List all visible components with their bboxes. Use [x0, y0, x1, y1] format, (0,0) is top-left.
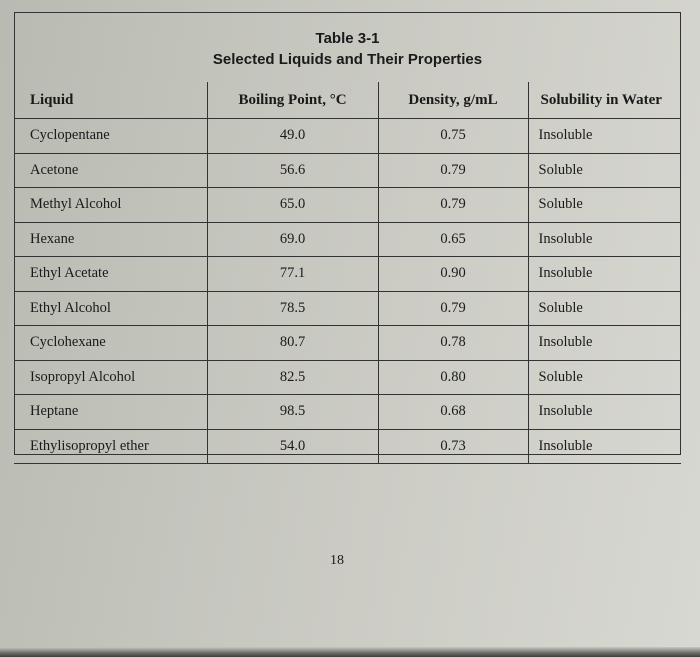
cell-density: 0.79: [378, 188, 528, 223]
cell-boiling-point: 56.6: [207, 153, 378, 188]
table-row: [14, 395, 681, 430]
cell-boiling-point: 65.0: [207, 188, 378, 223]
cell-liquid: Ethyl Alcohol: [14, 291, 207, 326]
cell-solubility: Insoluble: [528, 119, 681, 154]
cell-boiling-point: 82.5: [207, 360, 378, 395]
cell-solubility: Insoluble: [528, 395, 681, 430]
cell-boiling-point: 77.1: [207, 257, 378, 292]
header-density: Density, g/mL: [378, 82, 528, 119]
cell-liquid: Isopropyl Alcohol: [14, 360, 207, 395]
cell-density: 0.80: [378, 360, 528, 395]
cell-boiling-point: 78.5: [207, 291, 378, 326]
cell-density: 0.73: [378, 429, 528, 464]
cell-density: 0.90: [378, 257, 528, 292]
cell-density: 0.79: [378, 291, 528, 326]
cell-solubility: Soluble: [528, 153, 681, 188]
cell-density: 0.79: [378, 153, 528, 188]
table-row: [14, 188, 681, 223]
cell-solubility: Insoluble: [528, 429, 681, 464]
cell-liquid: Heptane: [14, 395, 207, 430]
cell-boiling-point: 98.5: [207, 395, 378, 430]
cell-boiling-point: 69.0: [207, 222, 378, 257]
cell-boiling-point: 80.7: [207, 326, 378, 361]
cell-density: 0.65: [378, 222, 528, 257]
cell-solubility: Soluble: [528, 360, 681, 395]
header-solubility: Solubility in Water: [528, 82, 681, 119]
cell-liquid: Ethyl Acetate: [14, 257, 207, 292]
cell-density: 0.78: [378, 326, 528, 361]
cell-solubility: Insoluble: [528, 326, 681, 361]
properties-table: [14, 82, 681, 464]
table-row: [14, 291, 681, 326]
cell-density: 0.68: [378, 395, 528, 430]
table-subtitle: Selected Liquids and Their Properties: [212, 51, 483, 68]
cell-liquid: Ethylisopropyl ether: [14, 429, 207, 464]
cell-liquid: Methyl Alcohol: [14, 188, 207, 223]
cell-solubility: Insoluble: [528, 257, 681, 292]
table-row: [14, 257, 681, 292]
table-row: [14, 429, 681, 464]
table-row: [14, 326, 681, 361]
page-edge-shadow: [0, 647, 700, 657]
table-header-row: [14, 82, 681, 119]
header-boiling-point: Boiling Point, °C: [207, 82, 378, 119]
cell-liquid: Cyclohexane: [14, 326, 207, 361]
table-row: [14, 222, 681, 257]
cell-density: 0.75: [378, 119, 528, 154]
table-row: [14, 360, 681, 395]
cell-solubility: Insoluble: [528, 222, 681, 257]
table-row: [14, 153, 681, 188]
table-row: [14, 119, 681, 154]
table-title: Table 3-1: [315, 30, 380, 47]
cell-liquid: Hexane: [14, 222, 207, 257]
cell-liquid: Acetone: [14, 153, 207, 188]
cell-solubility: Soluble: [528, 291, 681, 326]
header-liquid: Liquid: [14, 82, 207, 119]
cell-boiling-point: 49.0: [207, 119, 378, 154]
page-number: 18: [330, 553, 344, 568]
cell-solubility: Soluble: [528, 188, 681, 223]
cell-boiling-point: 54.0: [207, 429, 378, 464]
cell-liquid: Cyclopentane: [14, 119, 207, 154]
